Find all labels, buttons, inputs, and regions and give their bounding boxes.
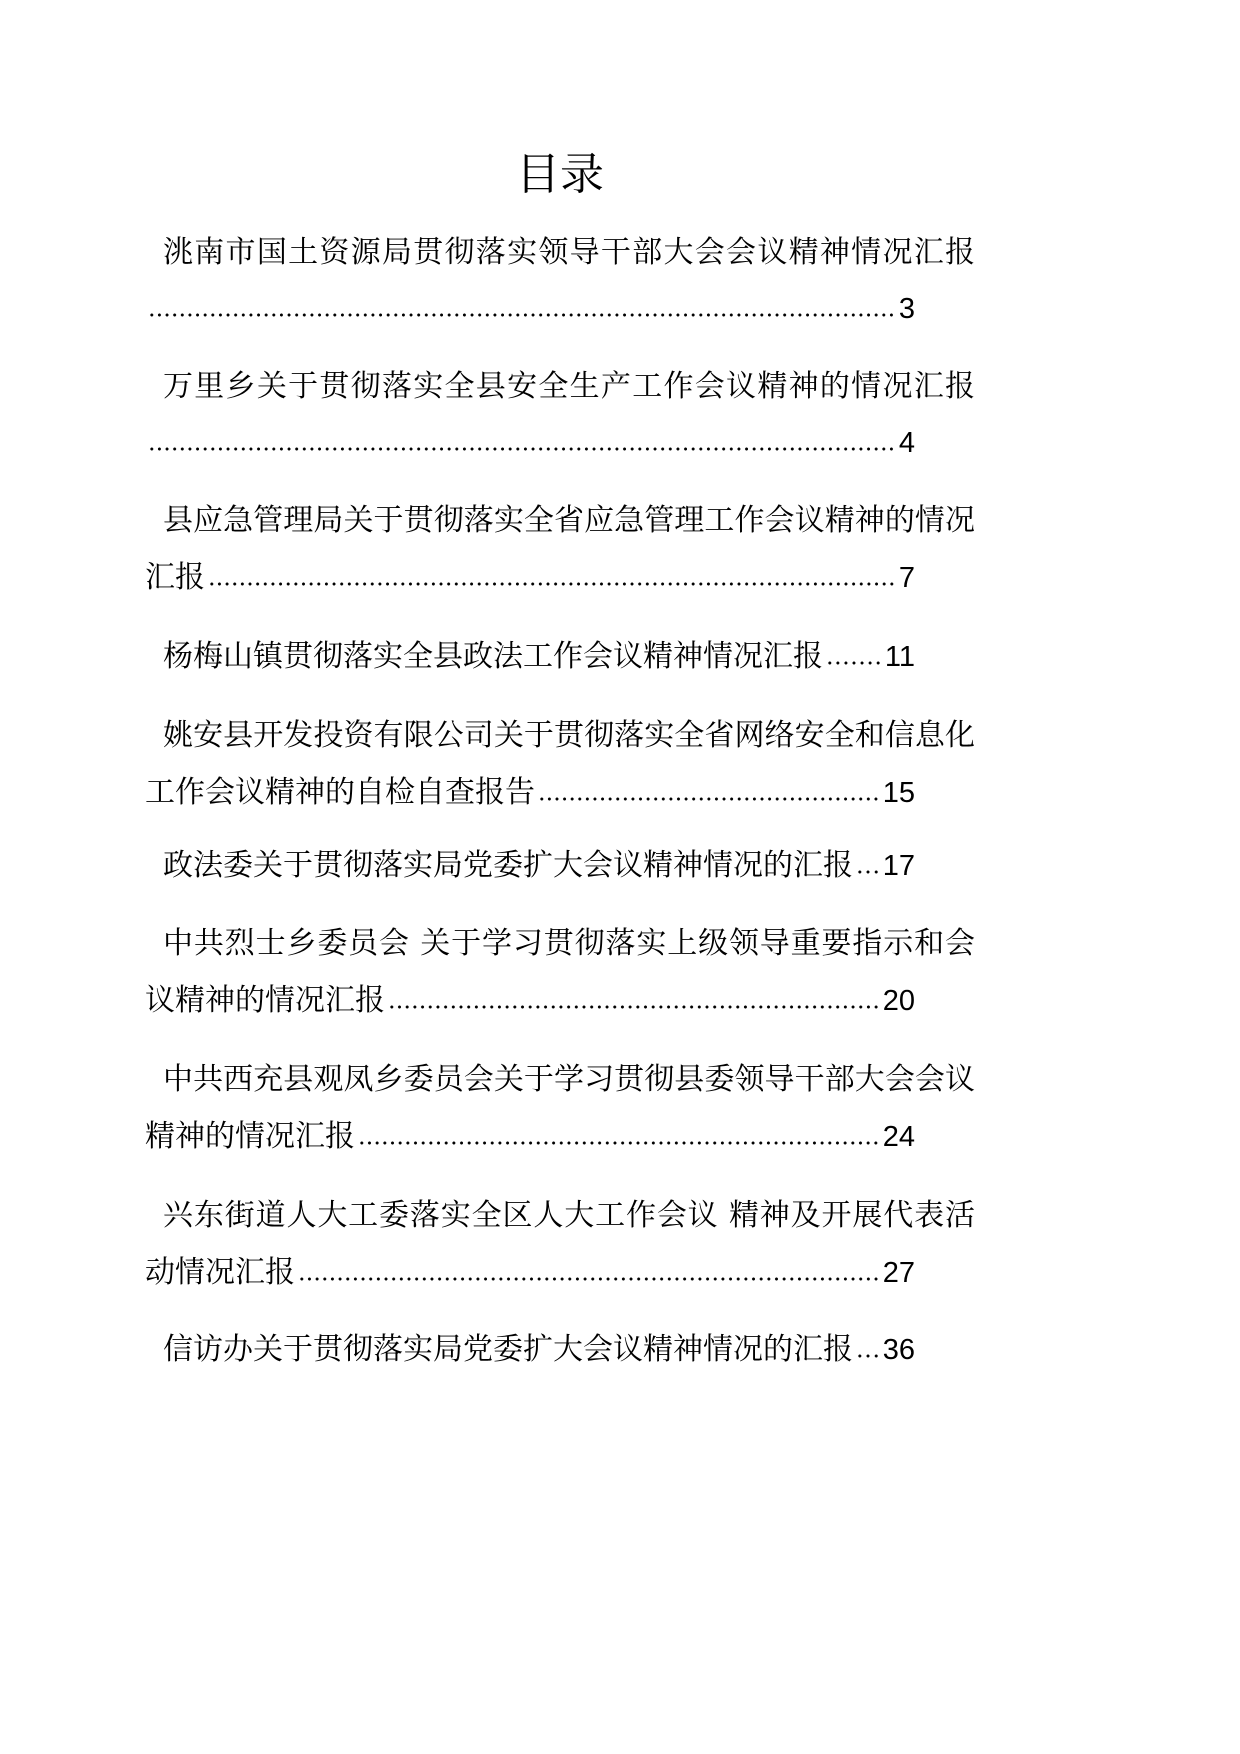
toc-entry bbox=[145, 915, 975, 1029]
toc-entry bbox=[145, 1051, 975, 1165]
dot-leader bbox=[538, 796, 880, 802]
toc-entry-title: 杨梅山镇贯彻落实全县政法工作会议精神情况汇报 bbox=[163, 639, 823, 674]
toc-entry-leader-row bbox=[145, 549, 915, 606]
toc-entry-title: 万里乡关于贯彻落实全县安全生产工作会议精神的情况汇报 bbox=[163, 369, 975, 404]
toc-entry-leader-row bbox=[145, 764, 915, 821]
page-title: 目录 bbox=[516, 149, 604, 200]
dot-leader bbox=[826, 660, 882, 666]
toc-entry bbox=[145, 628, 975, 685]
toc-entry-leader-row bbox=[145, 281, 915, 338]
page-number: 4 bbox=[898, 427, 915, 459]
page-number: 11 bbox=[884, 641, 915, 673]
toc-entry-title: 县应急管理局关于贯彻落实全省应急管理工作会议精神的情况 bbox=[163, 503, 975, 538]
dot-leader bbox=[298, 1276, 880, 1282]
toc-entry-leader-row bbox=[145, 972, 915, 1029]
dot-leader bbox=[856, 869, 880, 875]
toc-entry-leader-row bbox=[145, 1321, 915, 1378]
dot-leader bbox=[208, 581, 896, 587]
toc-entry-leader-row bbox=[145, 1244, 915, 1301]
toc-entry-title: 政法委关于贯彻落实局党委扩大会议精神情况的汇报 bbox=[163, 848, 853, 883]
toc-entry-leader-row bbox=[145, 628, 915, 685]
toc-entry-title-continued: 汇报 bbox=[145, 560, 205, 595]
page-number: 3 bbox=[898, 293, 915, 325]
page-number: 27 bbox=[882, 1257, 915, 1289]
toc-entry-title: 中共西充县观凤乡委员会关于学习贯彻县委领导干部大会会议 bbox=[163, 1062, 975, 1097]
page-number: 20 bbox=[882, 985, 915, 1017]
toc-entry-title-continued: 议精神的情况汇报 bbox=[145, 983, 385, 1018]
toc-entry-leader-row bbox=[145, 1108, 915, 1165]
dot-leader bbox=[148, 312, 896, 318]
toc-entry-title-continued: 精神的情况汇报 bbox=[145, 1119, 355, 1154]
toc-entry-title: 信访办关于贯彻落实局党委扩大会议精神情况的汇报 bbox=[163, 1332, 853, 1367]
toc-entry bbox=[145, 837, 975, 894]
toc-entry-title: 中共烈士乡委员会 关于学习贯彻落实上级领导重要指示和会 bbox=[163, 926, 975, 961]
toc-entry-title-continued: 动情况汇报 bbox=[145, 1255, 295, 1290]
toc-entry-title: 兴东街道人大工委落实全区人大工作会议 精神及开展代表活 bbox=[163, 1198, 975, 1233]
dot-leader bbox=[148, 446, 896, 452]
dot-leader bbox=[388, 1004, 880, 1010]
page-number: 15 bbox=[882, 777, 915, 809]
toc-entry-leader-row bbox=[145, 837, 915, 894]
toc-entry bbox=[145, 1321, 975, 1378]
toc-entry bbox=[145, 707, 975, 821]
toc-entry bbox=[145, 492, 975, 606]
toc-entry-title: 洮南市国土资源局贯彻落实领导干部大会会议精神情况汇报 bbox=[163, 235, 975, 270]
toc-entry bbox=[145, 358, 975, 472]
dot-leader bbox=[856, 1353, 880, 1359]
page-number: 36 bbox=[882, 1334, 915, 1366]
dot-leader bbox=[358, 1140, 880, 1146]
toc-entry-title-continued: 工作会议精神的自检自查报告 bbox=[145, 775, 535, 810]
toc-entry-leader-row bbox=[145, 415, 915, 472]
toc-entry bbox=[145, 224, 975, 338]
toc-entry-title: 姚安县开发投资有限公司关于贯彻落实全省网络安全和信息化 bbox=[163, 718, 975, 753]
page-number: 7 bbox=[898, 562, 915, 594]
page-number: 24 bbox=[882, 1121, 915, 1153]
page-number: 17 bbox=[882, 850, 915, 882]
toc-entry bbox=[145, 1187, 975, 1301]
